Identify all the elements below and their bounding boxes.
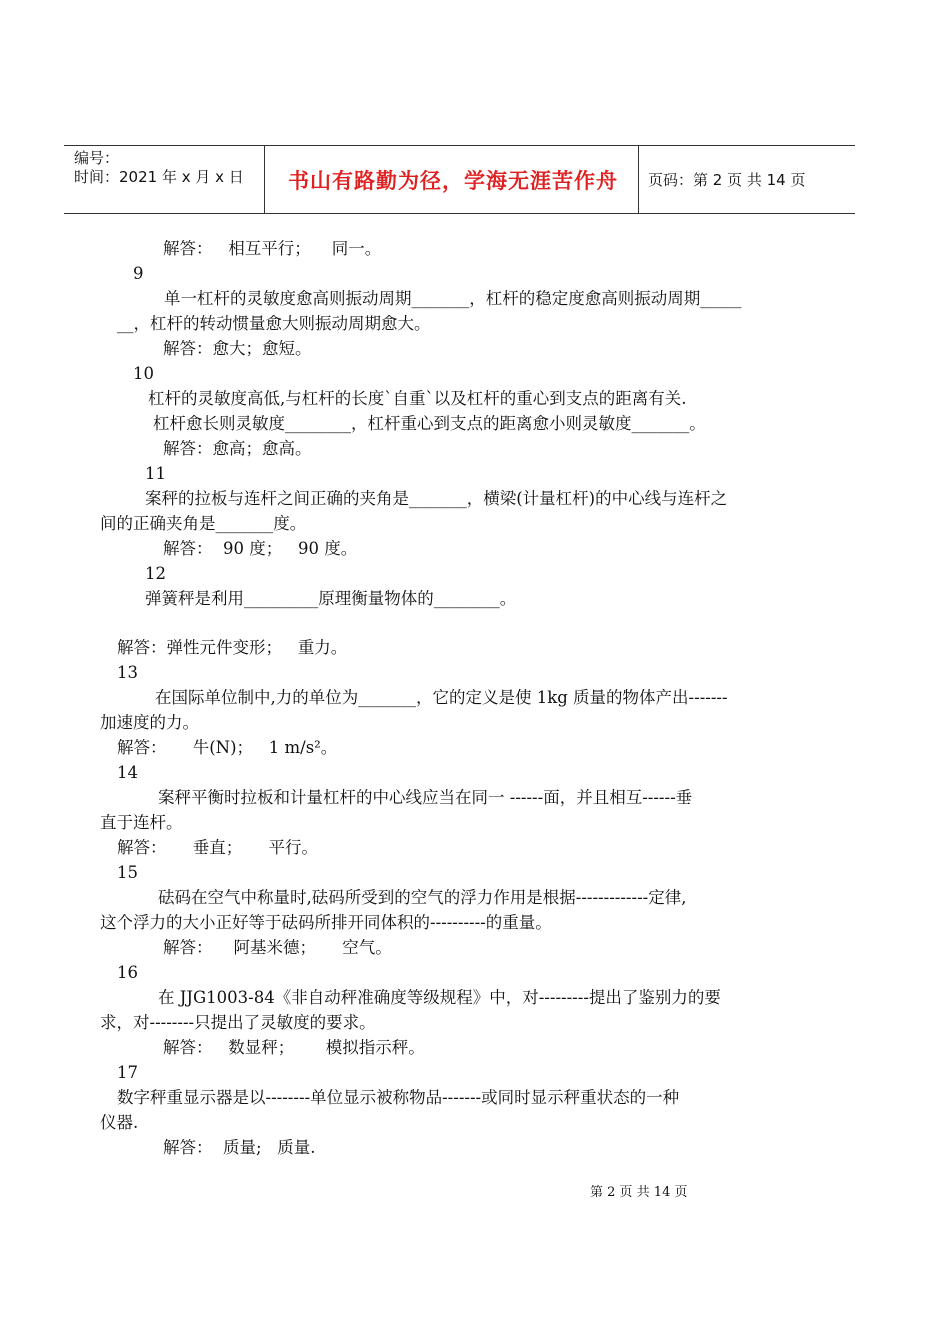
question-number: 17 bbox=[117, 1063, 138, 1082]
answer-line: 解答：愈高；愈高。 bbox=[163, 439, 312, 458]
question-text: 杠杆的灵敏度高低,与杠杆的长度`自重`以及杠杆的重心到支点的距离有关. bbox=[148, 389, 687, 408]
question-number: 12 bbox=[145, 564, 166, 583]
header-motto: 书山有路勤为径，学海无涯苦作舟 bbox=[288, 168, 618, 193]
question-text: 单一杠杆的灵敏度愈高则振动周期_______，杠杆的稳定度愈高则振动周期_____ bbox=[164, 289, 742, 308]
answer-line: 解答： 垂直； 平行。 bbox=[117, 838, 318, 857]
document-header bbox=[64, 145, 855, 214]
question-text: 杠杆愈长则灵敏度________，杠杆重心到支点的距离愈小则灵敏度_______。 bbox=[153, 414, 706, 433]
question-text: 弹簧秤是利用_________原理衡量物体的________。 bbox=[145, 589, 517, 608]
number-label: 编号： bbox=[74, 149, 120, 167]
page-footer: 第 2 页 共 14 页 bbox=[590, 1185, 688, 1200]
question-text: 仪器. bbox=[100, 1113, 139, 1132]
question-text: __，杠杆的转动惯量愈大则振动周期愈大。 bbox=[117, 314, 431, 333]
question-text: 在国际单位制中,力的单位为_______，它的定义是使 1kg 质量的物体产出------- bbox=[155, 688, 728, 707]
question-text: 案秤的拉板与连杆之间正确的夹角是_______，横梁(计量杠杆)的中心线与连杆之 bbox=[145, 489, 728, 508]
question-number: 13 bbox=[117, 663, 138, 682]
header-divider bbox=[264, 146, 265, 213]
question-text: 间的正确夹角是_______度。 bbox=[100, 514, 307, 533]
question-text: 加速度的力。 bbox=[100, 713, 199, 732]
answer-line: 解答：愈大；愈短。 bbox=[163, 339, 312, 358]
answer-line: 解答： 数显秤； 模拟指示秤。 bbox=[163, 1038, 425, 1057]
header-page-info: 页码：第 2 页 共 14 页 bbox=[648, 171, 806, 189]
answer-line: 解答：弹性元件变形； 重力。 bbox=[117, 638, 348, 657]
answer-line: 解答： 相互平行； 同一。 bbox=[163, 239, 382, 258]
question-text: 在 JJG1003-84《非自动秤准确度等级规程》中，对---------提出了鉴别力的要 bbox=[158, 988, 721, 1007]
question-number: 10 bbox=[133, 364, 154, 383]
question-number: 16 bbox=[117, 963, 138, 982]
question-number: 15 bbox=[117, 863, 138, 882]
question-text: 求，对--------只提出了灵敏度的要求。 bbox=[100, 1013, 376, 1032]
question-number: 9 bbox=[133, 264, 144, 283]
answer-line: 解答： 牛(N)； 1 m/s²。 bbox=[117, 738, 338, 757]
question-number: 14 bbox=[117, 763, 138, 782]
date-label: 时间：2021 年 x 月 x 日 bbox=[74, 168, 244, 186]
answer-line: 解答： 阿基米德； 空气。 bbox=[163, 938, 392, 957]
question-text: 数字秤重显示器是以--------单位显示被称物品-------或同时显示秤重状态的一种 bbox=[117, 1088, 680, 1107]
question-number: 11 bbox=[145, 464, 166, 483]
answer-line: 解答： 质量; 质量. bbox=[163, 1138, 316, 1157]
question-text: 这个浮力的大小正好等于砝码所排开同体积的----------的重量。 bbox=[100, 913, 552, 932]
question-text: 直于连杆。 bbox=[100, 813, 183, 832]
header-meta bbox=[74, 149, 244, 187]
question-text: 案秤平衡时拉板和计量杠杆的中心线应当在同一 ------面，并且相互------垂 bbox=[158, 788, 693, 807]
question-text: 砝码在空气中称量时,砝码所受到的空气的浮力作用是根据-------------定律, bbox=[158, 888, 687, 907]
answer-line: 解答： 90 度； 90 度。 bbox=[163, 539, 358, 558]
